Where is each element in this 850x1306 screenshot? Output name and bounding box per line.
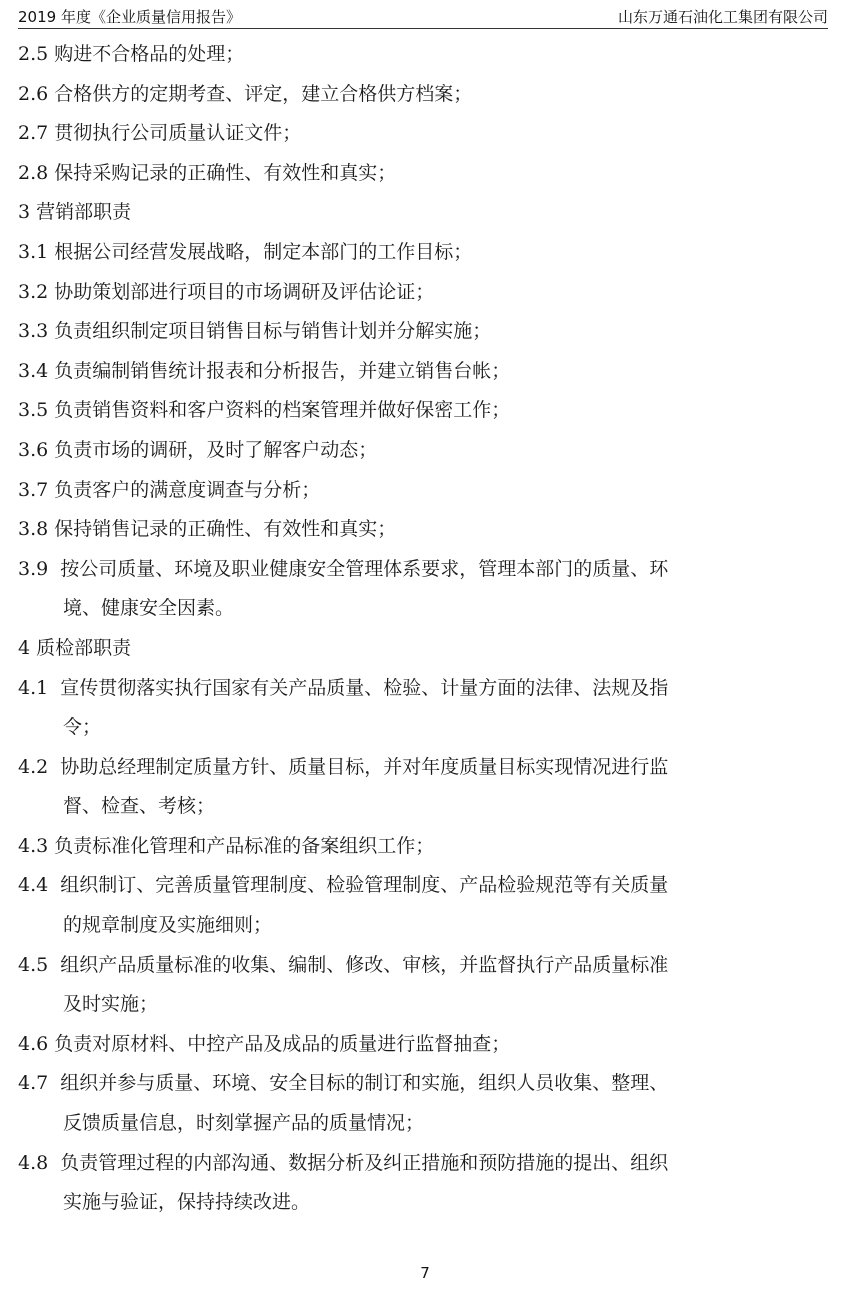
item-number: 2.5 [18, 43, 49, 65]
item-number: 4.5 [18, 953, 49, 976]
section-title: 质检部职责 [36, 636, 132, 659]
page-footer [0, 1264, 850, 1282]
item-text: 负责编制销售统计报表和分析报告，并建立销售台帐； [54, 359, 511, 382]
item-text: 组织并参与质量、环境、安全目标的制订和实施，组织人员收集、整理、 [54, 1072, 669, 1095]
page-number: 7 [420, 1264, 430, 1282]
list-item-continuation [18, 985, 830, 1025]
item-number: 4.8 [18, 1151, 49, 1174]
list-item [18, 669, 830, 709]
section-number: 4 [18, 636, 31, 659]
item-number: 4.4 [18, 874, 49, 897]
list-item [18, 1025, 830, 1065]
list-item [18, 352, 830, 392]
item-text: 的规章制度及实施细则； [63, 914, 273, 937]
item-number: 4.3 [18, 834, 49, 857]
list-item-continuation [18, 708, 830, 748]
item-number: 3.9 [18, 557, 49, 580]
item-text: 负责销售资料和客户资料的档案管理并做好保密工作； [54, 399, 511, 422]
item-number: 2.8 [18, 161, 49, 184]
section-title: 营销部职责 [36, 201, 132, 224]
list-item [18, 233, 830, 273]
list-item [18, 35, 830, 75]
item-number: 4.6 [18, 1032, 49, 1055]
list-item [18, 471, 830, 511]
item-text: 根据公司经营发展战略，制定本部门的工作目标； [54, 240, 473, 263]
item-text: 协助策划部进行项目的市场调研及评估论证； [54, 280, 435, 303]
list-item [18, 748, 830, 788]
item-text: 实施与验证，保持持续改进。 [63, 1191, 311, 1214]
item-number: 3.8 [18, 518, 49, 541]
item-text: 合格供方的定期考查、评定，建立合格供方档案； [54, 82, 473, 105]
section-heading [18, 629, 830, 669]
item-text: 宣传贯彻落实执行国家有关产品质量、检验、计量方面的法律、法规及指 [54, 676, 669, 699]
list-item [18, 510, 830, 550]
item-number: 2.6 [18, 82, 49, 105]
list-item [18, 866, 830, 906]
item-number: 3.7 [18, 478, 49, 501]
item-text: 负责市场的调研，及时了解客户动态； [54, 438, 378, 461]
report-title: 2019 年度《企业质量信用报告》 [18, 8, 241, 26]
item-text: 购进不合格品的处理； [54, 43, 245, 65]
item-number: 4.1 [18, 676, 49, 699]
list-item [18, 1064, 830, 1104]
list-item [18, 273, 830, 313]
item-text: 保持采购记录的正确性、有效性和真实； [54, 161, 397, 184]
item-number: 3.2 [18, 280, 49, 303]
item-text: 及时实施； [63, 993, 159, 1016]
list-item [18, 154, 830, 194]
item-text: 协助总经理制定质量方针、质量目标，并对年度质量目标实现情况进行监 [54, 755, 669, 778]
company-name: 山东万通石油化工集团有限公司 [617, 8, 828, 26]
list-item-continuation [18, 906, 830, 946]
item-text: 组织产品质量标准的收集、编制、修改、审核，并监督执行产品质量标准 [54, 953, 669, 976]
item-text: 负责标准化管理和产品标准的备案组织工作； [54, 834, 435, 857]
list-item [18, 391, 830, 431]
section-number: 3 [18, 201, 31, 224]
item-text: 令； [63, 716, 102, 739]
item-number: 2.7 [18, 122, 49, 145]
list-item [18, 312, 830, 352]
item-text: 组织制订、完善质量管理制度、检验管理制度、产品检验规范等有关质量 [54, 874, 669, 897]
list-item-continuation [18, 787, 830, 827]
item-text: 负责管理过程的内部沟通、数据分析及纠正措施和预防措施的提出、组织 [54, 1151, 669, 1174]
item-text: 保持销售记录的正确性、有效性和真实； [54, 518, 397, 541]
item-text: 贯彻执行公司质量认证文件； [54, 122, 302, 145]
item-number: 3.1 [18, 240, 49, 263]
item-text: 负责对原材料、中控产品及成品的质量进行监督抽查； [54, 1032, 511, 1055]
list-item [18, 1144, 830, 1184]
item-text: 境、健康安全因素。 [63, 597, 235, 620]
document-body [18, 35, 830, 1223]
section-heading [18, 193, 830, 233]
list-item-continuation [18, 1183, 830, 1223]
item-number: 3.4 [18, 359, 49, 382]
item-text: 督、检查、考核； [63, 795, 216, 818]
item-number: 3.3 [18, 320, 49, 343]
item-number: 3.6 [18, 438, 49, 461]
list-item [18, 946, 830, 986]
item-text: 按公司质量、环境及职业健康安全管理体系要求，管理本部门的质量、环 [54, 557, 669, 580]
list-item [18, 550, 830, 590]
list-item-continuation [18, 1104, 830, 1144]
list-item [18, 114, 830, 154]
list-item [18, 431, 830, 471]
item-text: 反馈质量信息，时刻掌握产品的质量情况； [63, 1112, 425, 1135]
item-number: 4.7 [18, 1072, 49, 1095]
list-item [18, 75, 830, 115]
page-header [18, 4, 828, 29]
item-number: 3.5 [18, 399, 49, 422]
list-item-continuation [18, 589, 830, 629]
item-text: 负责客户的满意度调查与分析； [54, 478, 321, 501]
item-text: 负责组织制定项目销售目标与销售计划并分解实施； [54, 320, 492, 343]
item-number: 4.2 [18, 755, 49, 778]
list-item [18, 827, 830, 867]
